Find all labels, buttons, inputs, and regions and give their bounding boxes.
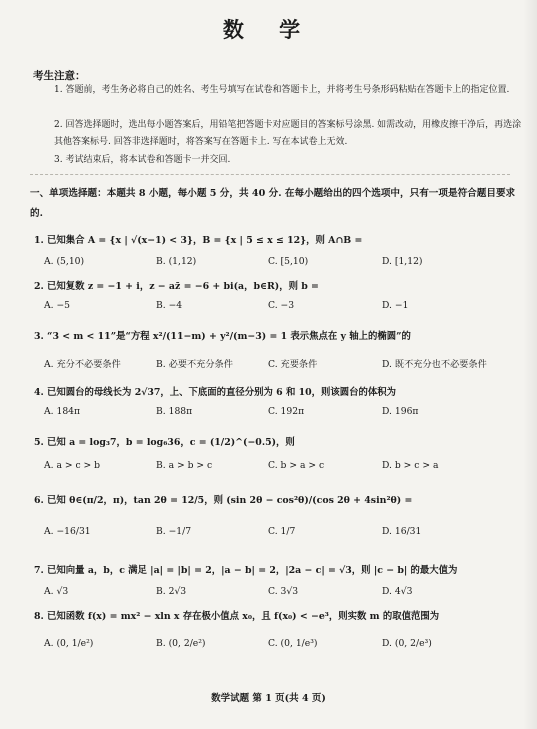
- q2-option-a: A. −5: [44, 300, 71, 311]
- q4-option-c: C. 192π: [268, 406, 305, 417]
- q6-option-c: C. 1/7: [268, 526, 296, 537]
- question-4: 4. 已知圆台的母线长为 2√37，上、下底面的直径分别为 6 和 10，则该圆台的体积为: [34, 387, 397, 398]
- q3-option-c: C. 充要条件: [268, 359, 318, 370]
- notice-item-2: 2. 回答选择题时，选出每小题答案后，用铅笔把答题卡对应题目的答案标号涂黑. 如需改动，用橡皮擦干净后，再选涂其他答案标号. 回答非选择题时，将答案写在答题卡上. 写在本试卷上无效.: [54, 120, 522, 147]
- q7-option-d: D. 4√3: [382, 586, 413, 597]
- page-title: 数 学: [222, 17, 315, 42]
- question-2: 2. 已知复数 z = −1 + i，z − az̄ = −6 + bi(a，b∈R)，则 b =: [34, 281, 319, 292]
- page-footer: 数学试题 第 1 页(共 4 页): [211, 693, 326, 704]
- question-3: 3. “3 < m < 11”是“方程 x²/(11−m) + y²/(m−3) = 1 表示焦点在 y 轴上的椭圆”的: [34, 331, 411, 342]
- q1-option-a: A. (5,10): [44, 256, 85, 267]
- question-7: 7. 已知向量 a，b，c 满足 |a| = |b| = 2，|a − b| = 2，|2a − c| = √3，则 |c − b| 的最大值为: [34, 565, 458, 576]
- q6-option-d: D. 16/31: [382, 526, 422, 537]
- q7-option-b: B. 2√3: [156, 586, 187, 597]
- question-8: 8. 已知函数 f(x) = mx² − xln x 存在极小值点 x₀，且 f(x₀) < −e³，则实数 m 的取值范围为: [34, 611, 440, 622]
- q3-option-d: D. 既不充分也不必要条件: [382, 359, 487, 370]
- question-1: 1. 已知集合 A = {x | √(x−1) < 3}，B = {x | 5 ≤ x ≤ 12}，则 A∩B =: [34, 235, 363, 246]
- q8-option-a: A. (0, 1/e²): [44, 638, 94, 649]
- q7-option-c: C. 3√3: [268, 586, 299, 597]
- q5-option-a: A. a > c > b: [44, 460, 101, 471]
- q4-option-a: A. 184π: [44, 406, 81, 417]
- question-5: 5. 已知 a = log₃7，b = log₆36，c = (1/2)^(−0.5)，则: [34, 437, 295, 448]
- q2-option-b: B. −4: [156, 300, 183, 311]
- question-6: 6. 已知 θ∈(π/2，π)，tan 2θ = 12/5，则 (sin 2θ − cos²θ)/(cos 2θ + 4sin²θ) =: [34, 495, 413, 506]
- q1-option-d: D. [1,12): [382, 256, 423, 267]
- q8-option-b: B. (0, 2/e²): [156, 638, 206, 649]
- q4-option-d: D. 196π: [382, 406, 419, 417]
- q8-option-d: D. (0, 2/e³): [382, 638, 432, 649]
- q8-option-c: C. (0, 1/e³): [268, 638, 318, 649]
- section-heading: 一、单项选择题：本题共 8 小题，每小题 5 分，共 40 分. 在每小题给出的四个选项中，只有一项是符合题目要求的.: [30, 188, 516, 219]
- q3-option-a: A. 充分不必要条件: [44, 359, 121, 370]
- q4-option-b: B. 188π: [156, 406, 193, 417]
- scan-shadow: [523, 0, 537, 729]
- notice-heading: 考生注意：: [33, 70, 86, 82]
- divider: [30, 174, 510, 175]
- q5-option-d: D. b > c > a: [382, 460, 439, 471]
- q1-option-b: B. (1,12): [156, 256, 197, 267]
- q1-option-c: C. [5,10): [268, 256, 309, 267]
- q6-option-a: A. −16/31: [44, 526, 91, 537]
- q2-option-d: D. −1: [382, 300, 409, 311]
- q3-option-b: B. 必要不充分条件: [156, 359, 233, 370]
- q7-option-a: A. √3: [44, 586, 69, 597]
- notice-item-3: 3. 考试结束后，将本试卷和答题卡一并交回.: [54, 155, 231, 165]
- q6-option-b: B. −1/7: [156, 526, 192, 537]
- q2-option-c: C. −3: [268, 300, 295, 311]
- q5-option-b: B. a > b > c: [156, 460, 213, 471]
- notice-item-1: 1. 答题前，考生务必将自己的姓名、考生号填写在试卷和答题卡上，并将考生号条形码粘贴在答题卡上的指定位置.: [54, 85, 510, 95]
- q5-option-c: C. b > a > c: [268, 460, 325, 471]
